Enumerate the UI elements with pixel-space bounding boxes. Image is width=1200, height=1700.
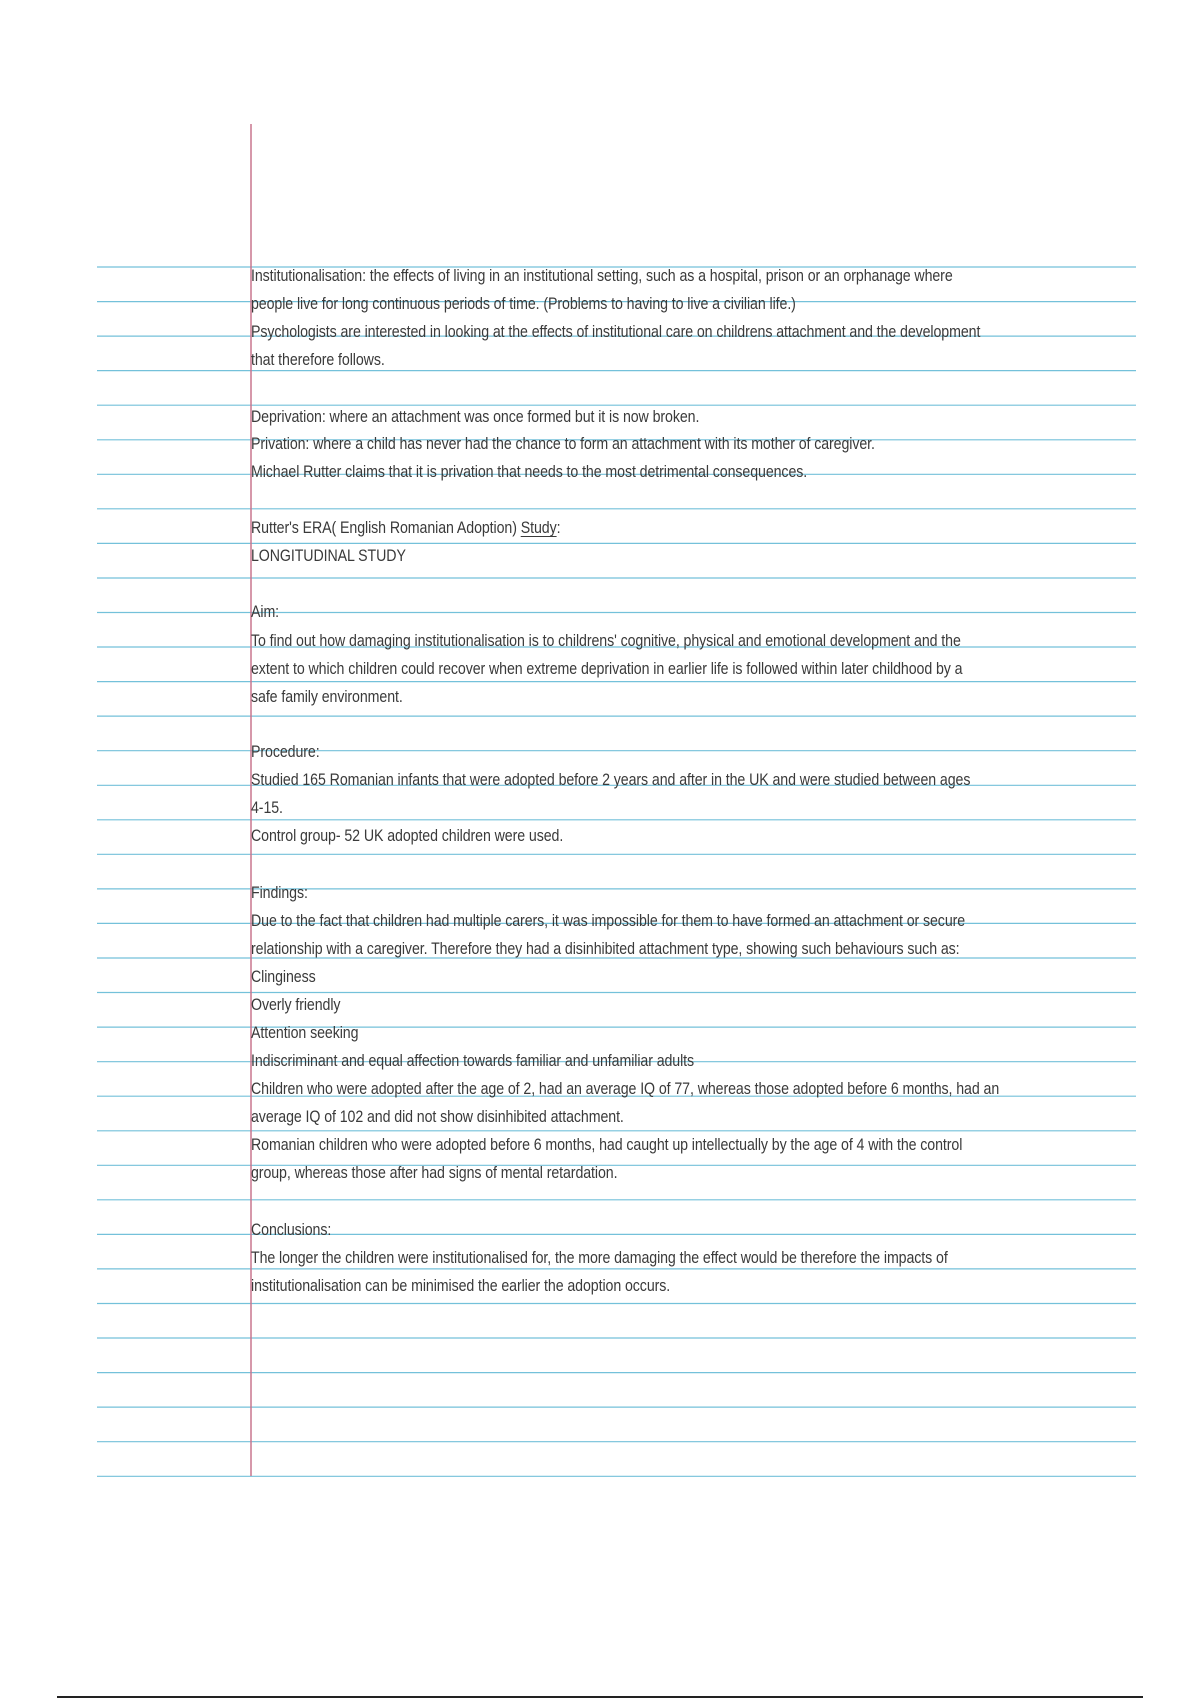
conclusions-line-1: The longer the children were institutionalised for, the more damaging the effect would be therefore the impacts of [251, 1249, 948, 1267]
study-title-part1: Rutter's ERA( English Romanian Adoption) [251, 519, 517, 537]
footer-divider [57, 1696, 1143, 1698]
study-title [251, 515, 1008, 541]
intro-line-3: Psychologists are interested in looking at the effects of institutional care on childrens attachment and the development [251, 323, 981, 341]
findings-line-1: Due to the fact that children had multiple carers, it was impossible for them to have formed an attachment or secure [251, 912, 966, 930]
romanian-line-2: group, whereas those after had signs of mental retardation. [251, 1164, 618, 1182]
intro-line-1: Institutionalisation: the effects of living in an institutional setting, such as a hospital, prison or an orphanage where [251, 267, 953, 285]
procedure-line-3: Control group- 52 UK adopted children were used. [251, 827, 564, 845]
behaviour-item: Attention seeking [251, 1024, 359, 1042]
intro-line-4: that therefore follows. [251, 351, 385, 369]
findings-line-2: relationship with a caregiver. Therefore they had a disinhibited attachment type, showing such behaviours such as: [251, 940, 960, 958]
behaviour-item: Overly friendly [251, 996, 341, 1014]
procedure-line-2: 4-15. [251, 799, 283, 817]
procedure-heading: Procedure: [251, 743, 320, 761]
conclusions-heading: Conclusions: [251, 1221, 332, 1239]
aim-line-3: safe family environment. [251, 688, 403, 706]
procedure-line-1: Studied 165 Romanian infants that were adopted before 2 years and after in the UK and were studied between ages [251, 771, 971, 789]
study-type: LONGITUDINAL STUDY [251, 547, 406, 565]
behaviour-item: Clinginess [251, 968, 316, 986]
conclusions-line-2: institutionalisation can be minimised the earlier the adoption occurs. [251, 1277, 671, 1295]
intro-line-2: people live for long continuous periods of time. (Problems to having to live a civilian life.) [251, 295, 796, 313]
iq-line-2: average IQ of 102 and did not show disinhibited attachment. [251, 1108, 624, 1126]
deprivation-definition: Deprivation: where an attachment was once formed but it is now broken. [251, 408, 700, 426]
rutter-claim: Michael Rutter claims that it is privation that needs to the most detrimental consequences. [251, 463, 808, 481]
study-title-colon: : [556, 519, 561, 537]
iq-line-1: Children who were adopted after the age of 2, had an average IQ of 77, whereas those adopted before 6 months, had an [251, 1080, 1000, 1098]
aim-line-1: To find out how damaging institutionalisation is to childrens' cognitive, physical and emotional development and the [251, 632, 961, 650]
romanian-line-1: Romanian children who were adopted before 6 months, had caught up intellectually by the age of 4 with the control [251, 1136, 963, 1154]
behaviour-item: Indiscriminant and equal affection towards familiar and unfamiliar adults [251, 1052, 695, 1070]
aim-line-2: extent to which children could recover when extreme deprivation in earlier life is followed within later childhood by a [251, 660, 963, 678]
privation-definition: Privation: where a child has never had the chance to form an attachment with its mother of caregiver. [251, 435, 875, 453]
study-title-part2: Study [520, 519, 557, 537]
findings-heading: Findings: [251, 884, 308, 902]
aim-heading: Aim: [251, 603, 280, 621]
